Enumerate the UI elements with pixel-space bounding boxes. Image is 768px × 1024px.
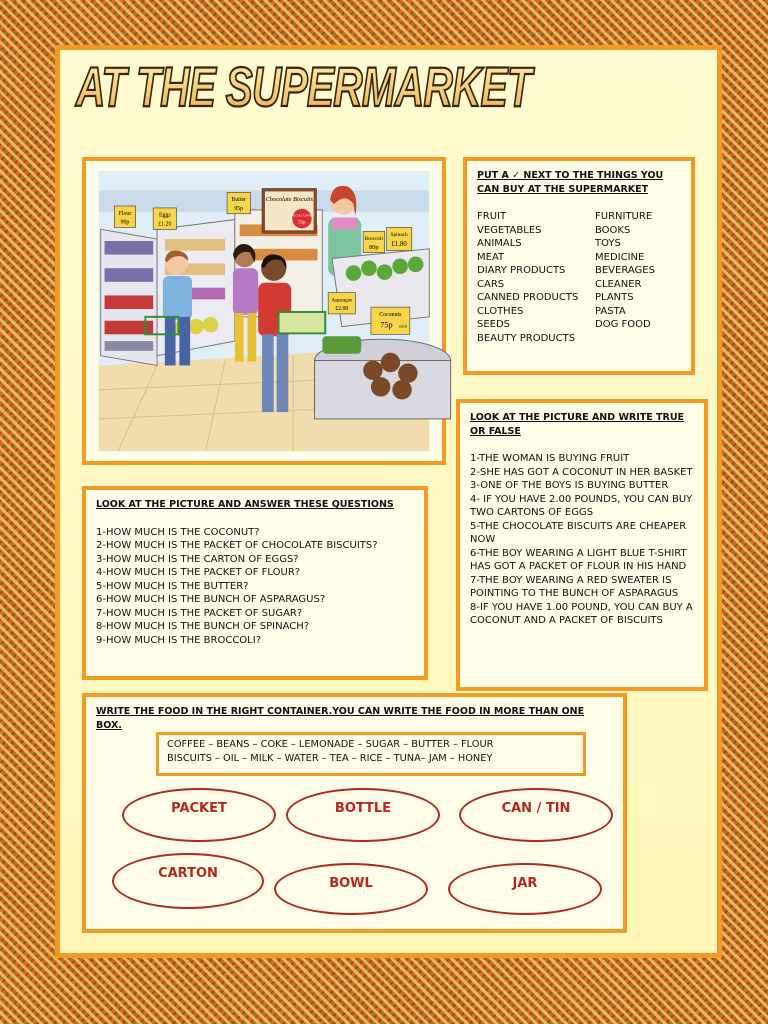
- containers-exercise: [82, 693, 627, 933]
- svg-text:55p: 55p: [298, 220, 306, 226]
- can-tin-oval[interactable]: CAN / TIN: [459, 788, 613, 842]
- tick-item[interactable]: PLANTS: [595, 292, 634, 303]
- supermarket-illustration: [96, 171, 432, 451]
- svg-text:SPECIAL OFFER!: SPECIAL OFFER!: [288, 213, 315, 218]
- word-bank-line-2: BISCUITS – OIL – MILK – WATER – TEA – RICE – TUNA– JAM – HONEY: [167, 753, 493, 764]
- svg-text:75p: 75p: [380, 320, 393, 330]
- tick-item[interactable]: BEAUTY PRODUCTS: [477, 332, 576, 344]
- containers-heading: WRITE THE FOOD IN THE RIGHT CONTAINER.YOU CAN WRITE THE FOOD IN MORE THAN ONE BOX.: [96, 706, 585, 731]
- broccoli-sign: [363, 231, 384, 252]
- tick-item[interactable]: MEAT: [477, 251, 505, 263]
- tick-heading: PUT A ✓ NEXT TO THE THINGS YOU CAN BUY AT THE SUPERMARKET: [477, 170, 664, 195]
- true-false-statement: 2-SHE HAS GOT A COCONUT IN HER BASKET: [470, 466, 693, 478]
- true-false-statement: 3-ONE OF THE BOYS IS BUYING BUTTER: [470, 480, 669, 491]
- true-false-statement: 4- IF YOU HAVE 2.00 POUNDS, YOU CAN BUY TWO CARTONS OF EGGS: [470, 493, 693, 518]
- questions-list: [96, 526, 414, 648]
- svg-text:Flour: Flour: [118, 210, 132, 217]
- true-false-statement: 5-THE CHOCOLATE BISCUITS ARE CHEAPER NOW: [470, 520, 687, 545]
- question-item: 9-HOW MUCH IS THE BROCCOLI?: [96, 634, 261, 646]
- svg-text:Asparagus: Asparagus: [331, 298, 353, 304]
- tick-item[interactable]: SEEDS: [477, 319, 511, 330]
- bowl-oval[interactable]: BOWL: [274, 863, 428, 915]
- question-item: 3-HOW MUCH IS THE CARTON OF EGGS?: [96, 553, 299, 565]
- tick-item[interactable]: PASTA: [595, 305, 626, 317]
- question-item: 1-HOW MUCH IS THE COCONUT?: [96, 526, 260, 538]
- tick-item[interactable]: BOOKS: [595, 224, 631, 236]
- bottle-oval[interactable]: BOTTLE: [286, 788, 440, 842]
- true-false-heading: LOOK AT THE PICTURE AND WRITE TRUE OR FALSE: [470, 412, 685, 437]
- title-graphic: [72, 50, 542, 120]
- svg-text:each: each: [399, 323, 408, 329]
- tick-item[interactable]: CARS: [477, 278, 505, 290]
- svg-text:£1.20: £1.20: [158, 221, 172, 228]
- svg-text:£2.00: £2.00: [335, 306, 349, 313]
- true-false-statement: 8-IF YOU HAVE 1.00 POUND, YOU CAN BUY A COCONUT AND A PACKET OF BISCUITS: [470, 601, 693, 626]
- flour-sign: [114, 206, 135, 227]
- tick-item[interactable]: ANIMALS: [477, 238, 522, 249]
- butter-sign: [227, 192, 250, 213]
- tick-item[interactable]: FRUIT: [477, 211, 507, 222]
- supermarket-picture: [82, 157, 446, 465]
- jar-oval[interactable]: JAR: [448, 863, 602, 915]
- tick-item[interactable]: DOG FOOD: [595, 319, 651, 330]
- biscuits-sign: [262, 189, 316, 234]
- tick-item[interactable]: TOYS: [595, 238, 621, 249]
- question-item: 7-HOW MUCH IS THE PACKET OF SUGAR?: [96, 607, 303, 619]
- question-item: 8-HOW MUCH IS THE BUNCH OF SPINACH?: [96, 621, 310, 632]
- question-item: 4-HOW MUCH IS THE PACKET OF FLOUR?: [96, 567, 301, 578]
- word-bank-line-1: COFFEE – BEANS – COKE – LEMONADE – SUGAR – BUTTER – FLOUR: [167, 739, 494, 750]
- packet-oval[interactable]: PACKET: [122, 788, 276, 842]
- svg-text:80p: 80p: [369, 243, 379, 251]
- page-title: [72, 50, 542, 120]
- spinach-sign: [387, 227, 412, 250]
- svg-text:Broccoli: Broccoli: [364, 236, 384, 243]
- tick-item[interactable]: DIARY PRODUCTS: [477, 265, 566, 276]
- tick-item[interactable]: VEGETABLES: [477, 224, 542, 236]
- tick-exercise: [463, 157, 695, 375]
- asparagus-sign: [328, 293, 355, 314]
- true-false-list: [470, 452, 694, 628]
- tick-item[interactable]: CLOTHES: [477, 305, 524, 317]
- tick-item[interactable]: CANNED PRODUCTS: [477, 292, 579, 303]
- questions-exercise: [82, 486, 428, 680]
- svg-text:Eggs: Eggs: [158, 212, 171, 219]
- questions-heading: LOOK AT THE PICTURE AND ANSWER THESE QUESTIONS: [96, 499, 394, 510]
- tick-item[interactable]: FURNITURE: [595, 211, 653, 222]
- svg-text:90p: 90p: [120, 219, 130, 226]
- svg-text:Butter: Butter: [231, 197, 247, 204]
- true-false-statement: 1-THE WOMAN IS BUYING FRUIT: [470, 453, 630, 464]
- svg-text:95p: 95p: [234, 205, 244, 212]
- carton-oval[interactable]: CARTON: [112, 853, 264, 909]
- true-false-exercise: [456, 399, 708, 691]
- true-false-statement: 7-THE BOY WEARING A RED SWEATER IS POINTING TO THE BUNCH OF ASPARAGUS: [470, 574, 679, 599]
- tick-item[interactable]: CLEANER: [595, 278, 642, 290]
- tick-item[interactable]: [595, 332, 681, 346]
- coconuts-sign: [371, 307, 410, 334]
- question-item: 6-HOW MUCH IS THE BUNCH OF ASPARAGUS?: [96, 594, 326, 605]
- tick-list: [477, 210, 681, 345]
- svg-text:£1.80: £1.80: [391, 240, 407, 248]
- eggs-sign: [153, 208, 176, 229]
- tick-item[interactable]: MEDICINE: [595, 251, 645, 263]
- svg-text:Coconuts: Coconuts: [379, 311, 402, 318]
- question-item: 2-HOW MUCH IS THE PACKET OF CHOCOLATE BISCUITS?: [96, 540, 378, 551]
- svg-text:Chocolate Biscuits: Chocolate Biscuits: [265, 196, 313, 204]
- svg-text:Spinach: Spinach: [390, 232, 408, 239]
- question-item: 5-HOW MUCH IS THE BUTTER?: [96, 580, 249, 592]
- true-false-statement: 6-THE BOY WEARING A LIGHT BLUE T-SHIRT HAS GOT A PACKET OF FLOUR IN HIS HAND: [470, 547, 687, 572]
- food-word-bank: [156, 732, 586, 776]
- tick-item[interactable]: BEVERAGES: [595, 265, 655, 276]
- title-text: AT THE SUPERMARKET: [74, 55, 536, 118]
